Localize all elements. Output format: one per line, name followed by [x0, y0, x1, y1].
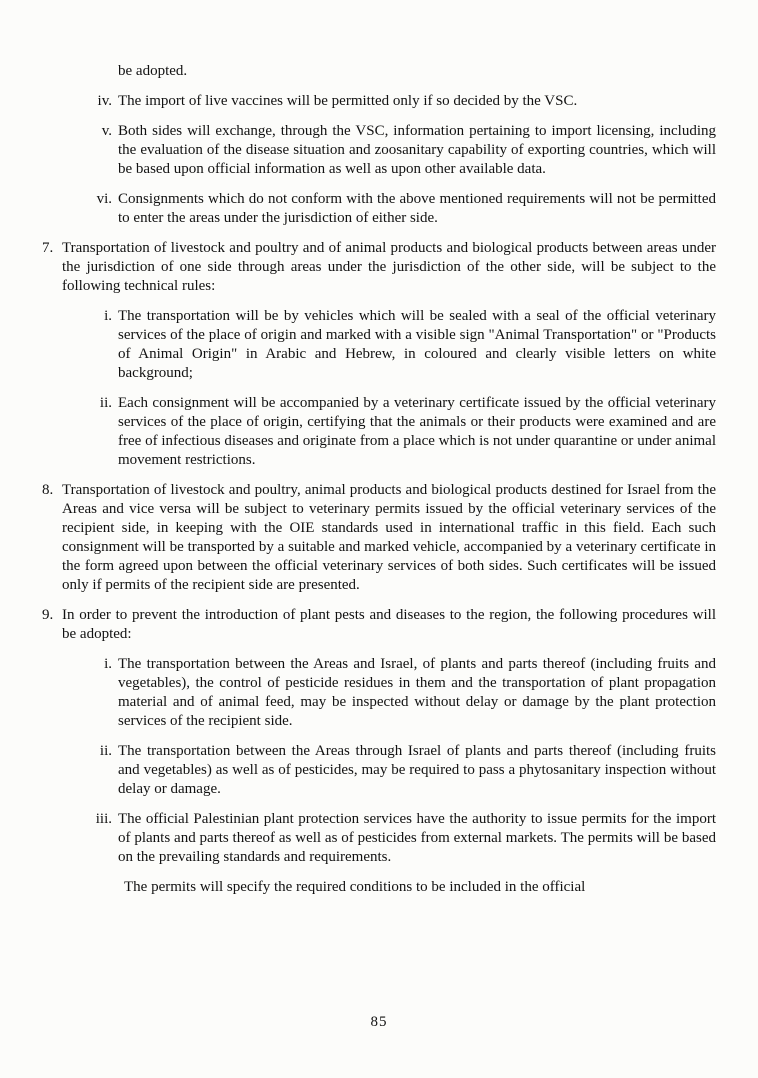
item-9-iii-marker: iii.	[95, 811, 112, 827]
item-v	[88, 122, 716, 179]
closing-paragraph	[124, 878, 716, 897]
item-7-i-marker: i.	[104, 308, 112, 324]
item-7	[42, 239, 716, 296]
item-9-ii-text: The transportation between the Areas through Israel of plants and parts thereof (including fruits and vegetables) as well as of pesticides, may be required to pass a phytosanitary inspection without delay or damage.	[118, 743, 716, 797]
item-7-i-text: The transportation will be by vehicles which will be sealed with a seal of the official veterinary services of the place of origin and marked with a visible sign "Animal Transportation" or "Products of Animal Origin" in Arabic and Hebrew, in coloured and clearly visible letters on white background;	[118, 308, 716, 381]
item-7-ii-text: Each consignment will be accompanied by a veterinary certificate issued by the official veterinary services of the place of origin, certifying that the animals or their products were examined and are free of infectious diseases and originate from a place which is not under quarantine or under animal movement restrictions.	[118, 395, 716, 468]
item-8-text: Transportation of livestock and poultry, animal products and biological products destined for Israel from the Areas and vice versa will be subject to veterinary permits issued by the official veterinary services of the recipient side, in keeping with the OIE standards used in international traffic in this field. Each such consignment will be transported by a suitable and marked vehicle, accompanied by a veterinary certificate in the form agreed upon between the official veterinary services of both sides. Such certificates will be issued only if permits of the recipient side are presented.	[62, 482, 716, 593]
item-v-marker: v.	[101, 123, 112, 139]
item-vi	[88, 190, 716, 228]
item-iv-text: The import of live vaccines will be permitted only if so decided by the VSC.	[118, 93, 578, 109]
item-9-ii-marker: ii.	[99, 743, 112, 759]
item-vi-marker: vi.	[96, 191, 112, 207]
item-9-i-marker: i.	[104, 656, 112, 672]
item-8-marker: 8.	[42, 482, 54, 498]
item-7-text: Transportation of livestock and poultry and of animal products and biological products between areas under the jurisdiction of one side through areas under the jurisdiction of the other side, will be subject to the following technical rules:	[62, 240, 716, 294]
item-9-i	[88, 655, 716, 731]
item-9-i-text: The transportation between the Areas and Israel, of plants and parts thereof (including fruits and vegetables), the control of pesticide residues in them and the transportation of plant propagation material and of animal feed, may be inspected without delay or damage by the plant protection services of the recipient side.	[118, 656, 716, 729]
item-iv-marker: iv.	[97, 93, 112, 109]
item-v-text: Both sides will exchange, through the VSC, information pertaining to import licensing, including the evaluation of the disease situation and zoosanitary capability of exporting countries, which will be based upon official information as well as upon other available data.	[118, 123, 716, 177]
continuation-text: be adopted.	[118, 63, 188, 79]
item-iv	[88, 92, 716, 111]
continuation-fragment	[118, 62, 716, 81]
item-9-text: In order to prevent the introduction of plant pests and diseases to the region, the following procedures will be adopted:	[62, 607, 716, 642]
item-7-ii-marker: ii.	[99, 395, 112, 411]
page-number: 85	[370, 1014, 388, 1030]
item-9-ii	[88, 742, 716, 799]
item-9	[42, 606, 716, 644]
item-7-ii	[88, 394, 716, 470]
item-9-marker: 9.	[42, 607, 54, 623]
item-9-iii	[88, 810, 716, 867]
item-7-marker: 7.	[42, 240, 54, 256]
item-8	[42, 481, 716, 595]
item-vi-text: Consignments which do not conform with the above mentioned requirements will not be permitted to enter the areas under the jurisdiction of either side.	[118, 191, 716, 226]
closing-paragraph-text: The permits will specify the required conditions to be included in the official	[124, 879, 586, 895]
item-9-iii-text: The official Palestinian plant protection services have the authority to issue permits for the import of plants and parts thereof as well as of pesticides from external markets. The permits will be based on the prevailing standards and requirements.	[118, 811, 716, 865]
item-7-i	[88, 307, 716, 383]
